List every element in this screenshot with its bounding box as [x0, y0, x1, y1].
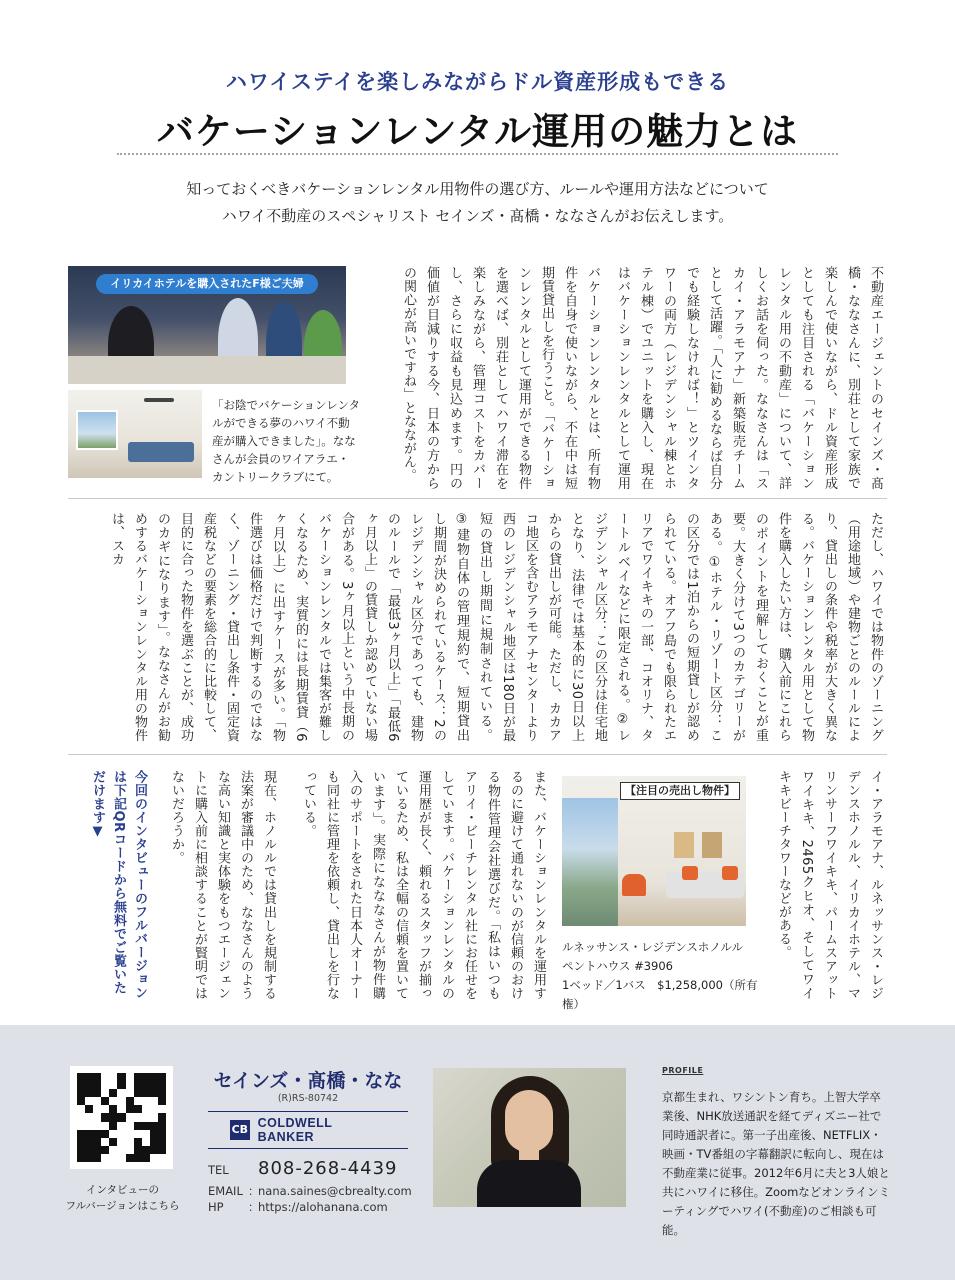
agent-portrait	[433, 1068, 626, 1207]
article-body-column: 現在、ホノルルでは貸出しを規制する法案が審議中のため、ななさんのような高い知識と実体験をもつエージェントに購入前に相談することが賢明ではないだろうか。	[169, 770, 276, 1000]
qr-module	[142, 1154, 150, 1162]
qr-module	[126, 1073, 134, 1081]
qr-module	[142, 1097, 150, 1105]
qr-module	[126, 1105, 134, 1113]
contact-email	[208, 1183, 428, 1199]
portrait-body	[477, 1160, 581, 1207]
qr-module	[150, 1113, 158, 1121]
qr-module	[117, 1138, 125, 1146]
qr-module	[142, 1073, 150, 1081]
qr-module	[150, 1130, 158, 1138]
qr-module	[101, 1097, 109, 1105]
qr-module	[117, 1154, 125, 1162]
contact-tel	[208, 1158, 428, 1179]
room-photo	[68, 390, 202, 478]
qr-module	[85, 1146, 93, 1154]
title-divider	[117, 153, 838, 155]
tel-label: TEL	[208, 1163, 229, 1177]
qr-module	[142, 1146, 150, 1154]
qr-module	[142, 1130, 150, 1138]
qr-caption-line: フルバージョンはこちら	[65, 1200, 180, 1212]
qr-module	[77, 1081, 85, 1089]
article-body-column: ただし、ハワイでは物件のゾーニング（用途地域）や建物ごとのルールにより、貸出しの条件や税率が大きく異なる。バケーションレンタル用として物件を購入したい方は、購入前にこれらのポイントを理解しておくことが重要。大きく分けて3つのカテゴリーがある。①ホテル・リゾート区分：この区分では1泊からの短期貸しが認められている。オアフ島でも限られたエリアでワイキキの一部、コオリナ、タートルベイなどに限定される。②レジデンシャル区分：この区分は住宅地となり、法律では基本的に30日以上からの貸出しが可能。ただし、カカアコ地区を含むアラモアナセンターより西のレジデンシャル地区は180日が最短の貸出し期間に規制されている。③建物自体の管理規約で、短期貸出し期間が決められているケース：2のレジデンシャル区分であっても、建物のルールで「最低3ヶ月以上」「最低6ヶ月以上」の賃貸しか認めていない場合がある。3ヶ月以上という中長期のバケーションレンタルでは集客が難しくなるため、実質的には長期賃貸（6ヶ月以上）に出すケースが多い。「物件選びは価格だけで判断するのではなく、ゾーニング・貸出し条件・固定資産税などの要素を総合的に比較して、目的に合った物件を選ぶことが、成功のカギになります」。ななさんがお勧めするバケーションレンタル用の物件は、スカ	[109, 512, 883, 742]
qr-module	[109, 1130, 117, 1138]
divider	[208, 1111, 408, 1112]
qr-module	[117, 1130, 125, 1138]
qr-module	[77, 1105, 85, 1113]
qr-module	[101, 1146, 109, 1154]
qr-module	[150, 1122, 158, 1130]
qr-module	[142, 1081, 150, 1089]
qr-module	[126, 1097, 134, 1105]
qr-module	[85, 1081, 93, 1089]
qr-module	[142, 1105, 150, 1113]
qr-module	[142, 1089, 150, 1097]
qr-module	[142, 1138, 150, 1146]
page-title: バケーションレンタル運用の魅力とは	[156, 110, 799, 153]
listing-tag: 【注目の売出し物件】	[620, 782, 740, 800]
qr-module	[93, 1073, 101, 1081]
qr-module	[109, 1146, 117, 1154]
qr-module	[109, 1154, 117, 1162]
qr-module	[117, 1146, 125, 1154]
qr-module	[77, 1073, 85, 1081]
qr-module	[126, 1146, 134, 1154]
qr-module	[93, 1105, 101, 1113]
qr-module	[158, 1138, 166, 1146]
qr-module	[93, 1146, 101, 1154]
listing-photo	[562, 776, 746, 926]
qr-caption-line: インタビューの	[85, 1184, 160, 1196]
pillow	[722, 866, 738, 880]
qr-module	[85, 1113, 93, 1121]
window	[562, 798, 618, 926]
divider	[208, 1148, 408, 1149]
qr-module	[101, 1081, 109, 1089]
qr-module	[101, 1089, 109, 1097]
qr-module	[134, 1154, 142, 1162]
qr-module	[134, 1073, 142, 1081]
qr-code[interactable]	[70, 1066, 173, 1169]
qr-module	[109, 1089, 117, 1097]
separator: ：	[248, 1184, 260, 1198]
qr-module	[109, 1097, 117, 1105]
qr-module	[150, 1089, 158, 1097]
ceiling-fan-icon	[144, 398, 174, 402]
qr-module	[117, 1089, 125, 1097]
qr-module	[85, 1105, 93, 1113]
qr-module	[126, 1138, 134, 1146]
qr-module	[101, 1105, 109, 1113]
hp-label: HP	[208, 1200, 224, 1214]
cb-mark-icon: CB	[230, 1120, 250, 1140]
listing-name: ルネッサンス・レジデンスホノルル	[562, 940, 744, 954]
photo-caption: 「お陰でバケーションレンタルができる夢のハワイ不動産が購入できました」。ななさんが会員のワイアラエ・カントリークラブにて。	[212, 398, 361, 484]
qr-module	[150, 1138, 158, 1146]
lead-line-2: ハワイ不動産のスペシャリスト セインズ・髙橋・ななさんがお伝えします。	[221, 207, 734, 225]
article-intro-column-2: バケーションレンタルとは、所有物件を自身で使いながら、不在中は短期賃貸出しを行うこと。「バケーションレンタルとして運用ができる物件を選べば、別荘としてハワイ滞在を楽しみながら、管理コストをカバーし、さらに収益も見込めます。円の価値が目減りする今、日本の方からの関心が高いですね」となながん。	[401, 266, 600, 490]
qr-module	[93, 1138, 101, 1146]
qr-module	[158, 1073, 166, 1081]
contact-hp	[208, 1199, 428, 1215]
qr-module	[150, 1097, 158, 1105]
license-number: (R)RS-80742	[277, 1093, 339, 1104]
qr-module	[150, 1073, 158, 1081]
qr-module	[150, 1105, 158, 1113]
qr-module	[77, 1113, 85, 1121]
window	[76, 410, 118, 450]
qr-note: 今回のインタビューのフルバージョンは下記QRコードから無料でご覧いただけます▼	[90, 770, 147, 1000]
lead-line-1: 知っておくべきバケーションレンタル用物件の選び方、ルールや運用方法などについて	[186, 180, 769, 198]
brand-name: COLDWELL BANKER	[257, 1116, 333, 1144]
qr-module	[85, 1130, 93, 1138]
qr-module	[101, 1154, 109, 1162]
qr-module	[109, 1073, 117, 1081]
lead-paragraph	[0, 176, 955, 230]
qr-module	[158, 1089, 166, 1097]
qr-module	[117, 1073, 125, 1081]
wall-art	[674, 832, 694, 858]
qr-module	[158, 1154, 166, 1162]
qr-module	[77, 1154, 85, 1162]
section-divider	[68, 754, 887, 755]
qr-module	[158, 1097, 166, 1105]
listing-caption	[562, 938, 762, 1014]
tel-number[interactable]: 808-268-4439	[258, 1158, 398, 1179]
qr-module	[77, 1122, 85, 1130]
qr-module	[85, 1122, 93, 1130]
wall-art	[702, 832, 722, 858]
subtitle: ハワイステイを楽しみながらドル資産形成もできる	[225, 70, 730, 94]
photo-banner: イリカイホテルを購入されたF様ご夫婦	[96, 274, 318, 294]
qr-module	[109, 1105, 117, 1113]
qr-module	[126, 1113, 134, 1121]
coldwell-banker-logo	[230, 1116, 390, 1144]
qr-module	[93, 1122, 101, 1130]
qr-module	[134, 1105, 142, 1113]
qr-caption	[60, 1182, 185, 1214]
article-body-column: また、バケーションレンタルを運用するのに避けて通れないのが信頼のおける物件管理会社選びだ。「私はいつもアリイ・ビーチレンタル社にお任せをしています。バケーションレンタルの運用歴が長く、頼れるスタッフが揃っているため、私は全幅の信頼を置いています」。実際になななさんが物件購入のサポートをされた日本人オーナーも同社に管理を依頼し、貸出しを行なっている。	[301, 770, 546, 1000]
email-address[interactable]: nana.saines@cbrealty.com	[258, 1184, 412, 1198]
qr-module	[117, 1122, 125, 1130]
chair	[622, 874, 646, 896]
qr-module	[101, 1122, 109, 1130]
qr-module	[158, 1130, 166, 1138]
couple-photo	[68, 266, 346, 384]
article-intro-column: 不動産エージェントのセインズ・髙橋・ななさんに、別荘として家族で楽しんで使いながら、ドル資産形成としても注目される「バケーションレンタル用の不動産」について、詳しくお話を伺った。ななさんは「スカイ・アラモアナ」新築販売チームとして活躍。「人に勧めるならば自分でも経験しなければ！」とツインタワーの両方（レジデンシャル棟とホテル棟）でユニットを購入し、現在はバケーションレンタルとして運用	[615, 266, 883, 490]
qr-module	[150, 1154, 158, 1162]
qr-module	[158, 1081, 166, 1089]
qr-module	[85, 1097, 93, 1105]
listing-spec: 1ベッド／1バス $1,258,000（所有権）	[562, 978, 758, 1011]
listing-unit: ペントハウス #3906	[562, 959, 673, 973]
qr-module	[85, 1138, 93, 1146]
article-body-column: イ・アラモアナ、ルネッサンス・レジデンスホノルル、イリカイホテル、マリンサーフワイキキ、パームスアットワイキキ、2465クヒオ、そしてワイキキビーチタワーなどがある。	[776, 770, 883, 1000]
separator: ：	[248, 1200, 260, 1214]
qr-module	[117, 1113, 125, 1121]
email-label: EMAIL	[208, 1184, 243, 1198]
qr-module	[126, 1081, 134, 1089]
qr-module	[134, 1138, 142, 1146]
qr-module	[134, 1130, 142, 1138]
qr-module	[109, 1081, 117, 1089]
qr-module	[134, 1089, 142, 1097]
qr-module	[101, 1073, 109, 1081]
sofa	[128, 442, 194, 462]
qr-module	[85, 1154, 93, 1162]
qr-module	[142, 1122, 150, 1130]
qr-module	[134, 1146, 142, 1154]
qr-module	[126, 1130, 134, 1138]
qr-module	[101, 1130, 109, 1138]
profile-text: 京都生まれ、ワシントン育ち。上智大学卒業後、NHK放送通訳を経てディズニー社で同時通訳者に。第一子出産後、NETFLIX・映画・TV番組の字幕翻訳に転向し、現在は不動産業に従事。2012年6月に夫と3人娘と共にハワイに移住。Zoomなどオンラインミーティングでハワイ(不動産)のご相談も可能。	[662, 1090, 890, 1237]
qr-module	[109, 1122, 117, 1130]
portrait-face	[505, 1090, 553, 1152]
section-divider	[68, 498, 887, 499]
qr-module	[109, 1113, 117, 1121]
qr-module	[93, 1130, 101, 1138]
qr-module	[126, 1122, 134, 1130]
agent-name: セインズ・髙橋・なな	[213, 1070, 403, 1092]
qr-module	[158, 1105, 166, 1113]
qr-module	[85, 1073, 93, 1081]
qr-module	[93, 1113, 101, 1121]
qr-module	[158, 1122, 166, 1130]
qr-module	[101, 1113, 109, 1121]
qr-module	[134, 1081, 142, 1089]
qr-module	[77, 1089, 85, 1097]
qr-module	[150, 1146, 158, 1154]
qr-module	[142, 1113, 150, 1121]
qr-module	[117, 1081, 125, 1089]
qr-module	[77, 1138, 85, 1146]
qr-module	[93, 1081, 101, 1089]
table	[68, 356, 346, 384]
qr-module	[150, 1081, 158, 1089]
qr-module	[158, 1113, 166, 1121]
profile-label: PROFILE	[662, 1066, 704, 1075]
website-link[interactable]: https://alohanana.com	[258, 1200, 388, 1214]
qr-module	[93, 1154, 101, 1162]
qr-module	[134, 1122, 142, 1130]
qr-module	[101, 1138, 109, 1146]
qr-module	[134, 1097, 142, 1105]
qr-module	[77, 1097, 85, 1105]
qr-module	[77, 1130, 85, 1138]
qr-module	[134, 1113, 142, 1121]
qr-module	[109, 1138, 117, 1146]
qr-module	[126, 1154, 134, 1162]
pillow	[682, 866, 698, 880]
qr-module	[158, 1146, 166, 1154]
qr-module	[77, 1146, 85, 1154]
qr-module	[93, 1089, 101, 1097]
qr-module	[117, 1105, 125, 1113]
qr-module	[126, 1089, 134, 1097]
qr-module	[93, 1097, 101, 1105]
qr-module	[117, 1097, 125, 1105]
qr-module	[85, 1089, 93, 1097]
qr-code-pattern	[77, 1073, 166, 1162]
